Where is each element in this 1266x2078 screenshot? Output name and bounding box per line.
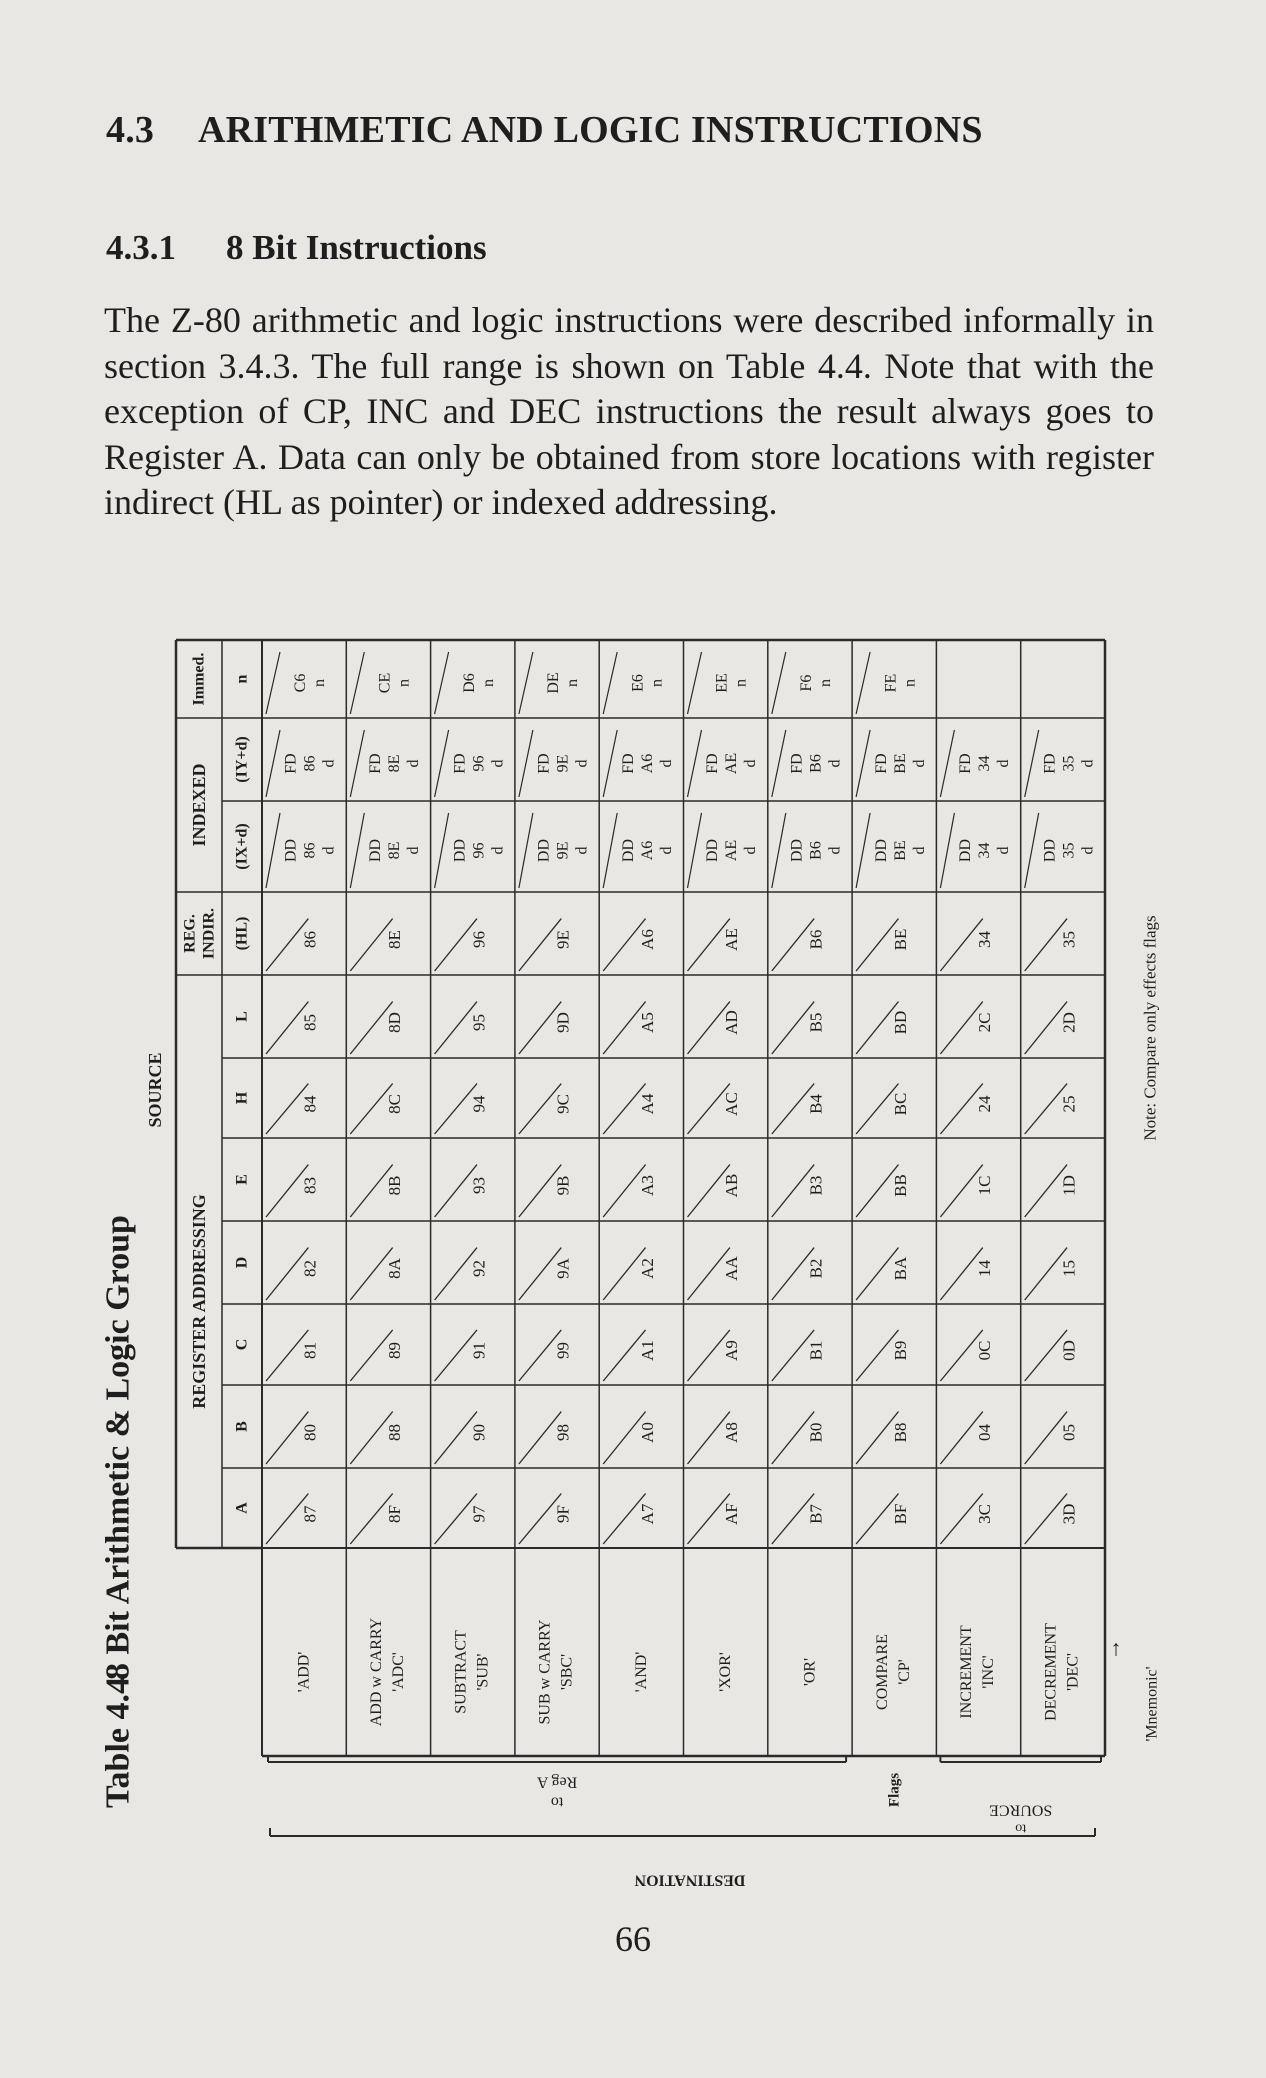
opcode-cell: 89 bbox=[384, 1342, 404, 1359]
column-label-4: E bbox=[233, 1174, 251, 1185]
opcode-cell: AE bbox=[723, 839, 741, 862]
opcode-cell: d bbox=[320, 759, 338, 768]
cell-slash bbox=[772, 730, 786, 797]
cell-slash bbox=[603, 652, 617, 714]
opcode-cell: AB bbox=[722, 1173, 742, 1198]
opcode-cell: d bbox=[826, 759, 844, 768]
cell-slash bbox=[856, 730, 870, 797]
opcode-cell: FD bbox=[282, 753, 300, 774]
opcode-cell: F6 bbox=[797, 674, 815, 692]
group-immed-label: Immed. bbox=[190, 652, 208, 706]
dest-reg-a-to: to bbox=[550, 1793, 564, 1811]
opcode-cell: B3 bbox=[806, 1175, 826, 1196]
opcode-cell: D6 bbox=[460, 673, 478, 693]
opcode-cell: DE bbox=[545, 672, 563, 694]
opcode-cell: d bbox=[826, 846, 844, 855]
opcode-cell: 1C bbox=[975, 1175, 995, 1196]
mnemonic-line2: 'INC' bbox=[980, 1655, 998, 1689]
mnemonic-line1: 'XOR' bbox=[717, 1652, 735, 1692]
opcode-cell: 35 bbox=[1060, 755, 1078, 772]
opcode-cell: 14 bbox=[975, 1260, 995, 1277]
opcode-cell: 91 bbox=[469, 1342, 489, 1359]
opcode-cell: B2 bbox=[806, 1258, 826, 1279]
opcode-cell: FD bbox=[535, 753, 553, 774]
opcode-cell: FE bbox=[882, 673, 900, 693]
cell-slash bbox=[688, 730, 702, 797]
opcode-cell: 0D bbox=[1059, 1340, 1079, 1361]
opcode-cell: FD bbox=[619, 753, 637, 774]
opcode-cell: n bbox=[395, 679, 413, 687]
opcode-cell: 35 bbox=[1060, 842, 1078, 859]
mnemonic-line1: SUBTRACT bbox=[452, 1630, 470, 1714]
opcode-cell: 85 bbox=[300, 1014, 320, 1031]
destination-label: DESTINATION bbox=[634, 1871, 746, 1889]
cell-slash bbox=[603, 730, 617, 797]
opcode-cell: B7 bbox=[806, 1504, 826, 1524]
opcode-cell: 9E bbox=[554, 841, 572, 860]
opcode-cell: FD bbox=[788, 753, 806, 774]
opcode-cell: 2C bbox=[975, 1012, 995, 1033]
mnemonic-line1: 'OR' bbox=[801, 1658, 819, 1686]
opcode-cell: d bbox=[489, 846, 507, 855]
cell-slash bbox=[350, 652, 364, 714]
opcode-cell: 80 bbox=[300, 1424, 320, 1441]
dest-reg-a-label: Reg A bbox=[536, 1773, 578, 1791]
opcode-cell: B6 bbox=[806, 929, 826, 950]
opcode-cell: n bbox=[311, 679, 329, 687]
column-label-0: A bbox=[233, 1502, 251, 1514]
opcode-cell: DD bbox=[451, 838, 469, 863]
opcode-cell: FD bbox=[704, 753, 722, 774]
opcode-cell: d bbox=[657, 846, 675, 855]
opcode-cell: 34 bbox=[976, 842, 994, 859]
opcode-cell: 8E bbox=[384, 930, 404, 949]
opcode-cell: 8E bbox=[385, 754, 403, 773]
opcode-cell: 96 bbox=[469, 931, 489, 948]
cell-slash bbox=[266, 813, 280, 888]
opcode-cell: DD bbox=[704, 838, 722, 863]
opcode-cell: d bbox=[657, 759, 675, 768]
opcode-cell: BA bbox=[890, 1256, 910, 1281]
mnemonic-line1: DECREMENT bbox=[1042, 1623, 1060, 1721]
opcode-cell: 96 bbox=[470, 842, 488, 859]
dest-source-to: to bbox=[1015, 1820, 1027, 1836]
column-label-10: n bbox=[233, 674, 251, 684]
opcode-cell: 8E bbox=[385, 841, 403, 860]
opcode-cell: A1 bbox=[637, 1340, 657, 1361]
opcode-cell: 99 bbox=[553, 1342, 573, 1359]
opcode-cell: 84 bbox=[300, 1095, 320, 1113]
cell-slash bbox=[350, 813, 364, 888]
mnemonic-line1: INCREMENT bbox=[958, 1625, 976, 1719]
cell-slash bbox=[350, 730, 364, 797]
cell-slash bbox=[688, 652, 702, 714]
opcode-cell: A8 bbox=[722, 1422, 742, 1443]
opcode-cell: A4 bbox=[637, 1093, 657, 1115]
opcode-cell: B6 bbox=[807, 754, 825, 773]
opcode-cell: 24 bbox=[975, 1095, 995, 1113]
opcode-cell: AD bbox=[722, 1010, 742, 1035]
opcode-cell: AC bbox=[722, 1092, 742, 1116]
opcode-cell: 9B bbox=[553, 1175, 573, 1196]
opcode-cell: d bbox=[995, 759, 1013, 768]
opcode-cell: BE bbox=[890, 928, 910, 951]
column-label-3: D bbox=[233, 1256, 251, 1269]
opcode-cell: 9E bbox=[553, 930, 573, 949]
page-number: 66 bbox=[615, 1919, 651, 1959]
opcode-cell: BE bbox=[891, 753, 909, 774]
opcode-cell: A9 bbox=[722, 1340, 742, 1361]
table-caption-number: Table 4.4 bbox=[99, 1676, 137, 1808]
opcode-cell: n bbox=[732, 679, 750, 687]
dest-source-label: SOURCE bbox=[989, 1801, 1053, 1819]
opcode-cell: 35 bbox=[1059, 931, 1079, 948]
column-label-1: B bbox=[233, 1421, 251, 1432]
opcode-cell: C6 bbox=[292, 673, 310, 693]
opcode-cell: d bbox=[404, 759, 422, 768]
opcode-cell: 92 bbox=[469, 1260, 489, 1277]
group-indexed-label: INDEXED bbox=[189, 763, 209, 847]
column-label-5: H bbox=[233, 1091, 251, 1105]
opcode-cell: AA bbox=[722, 1256, 742, 1281]
opcode-cell: DD bbox=[957, 838, 975, 863]
opcode-cell: DD bbox=[282, 838, 300, 863]
opcode-cell: DD bbox=[619, 838, 637, 863]
opcode-cell: A3 bbox=[637, 1175, 657, 1196]
group-reginds-label: REG. bbox=[181, 914, 199, 953]
cell-slash bbox=[266, 652, 280, 714]
cell-slash bbox=[435, 652, 449, 714]
section-number: 4.3 bbox=[106, 109, 155, 151]
cell-slash bbox=[772, 652, 786, 714]
opcode-cell: 2D bbox=[1059, 1012, 1079, 1033]
opcode-cell: d bbox=[489, 759, 507, 768]
cell-slash bbox=[688, 813, 702, 888]
mnemonic-line2: 'SBC' bbox=[558, 1653, 576, 1691]
opcode-cell: n bbox=[901, 679, 919, 687]
opcode-cell: B9 bbox=[890, 1340, 910, 1361]
opcode-cell: 8D bbox=[384, 1012, 404, 1033]
opcode-cell: BB bbox=[890, 1174, 910, 1197]
cell-slash bbox=[856, 813, 870, 888]
mnemonic-line2: 'ADC' bbox=[389, 1652, 407, 1692]
opcode-cell: FD bbox=[1041, 753, 1059, 774]
opcode-cell: DD bbox=[872, 838, 890, 863]
opcode-cell: FD bbox=[872, 753, 890, 774]
opcode-cell: B4 bbox=[806, 1094, 826, 1114]
opcode-cell: BD bbox=[890, 1010, 910, 1035]
cell-slash bbox=[1025, 730, 1039, 797]
mnemonic-caption: 'Mnemonic' bbox=[1143, 1666, 1161, 1742]
opcode-cell: CE bbox=[376, 672, 394, 694]
section-title: ARITHMETIC AND LOGIC INSTRUCTIONS bbox=[198, 109, 983, 151]
opcode-cell: AE bbox=[723, 752, 741, 775]
mnemonic-line1: SUB w CARRY bbox=[536, 1619, 554, 1725]
opcode-cell: n bbox=[816, 679, 834, 687]
body-paragraph: The Z-80 arithmetic and logic instructions were described informally in section 3.4.3. The full range is shown on Table 4.4. Note that with the exception of CP, INC and DEC instructions the result always goes to Register A. Data can only be obtained from store locations with register indirect (HL as pointer) or indexed addressing. bbox=[104, 300, 1154, 522]
cell-slash bbox=[519, 730, 533, 797]
mnemonic-line1: ADD w CARRY bbox=[367, 1617, 385, 1727]
opcode-cell: DD bbox=[788, 838, 806, 863]
opcode-cell: d bbox=[573, 759, 591, 768]
cell-slash bbox=[519, 652, 533, 714]
opcode-cell: A6 bbox=[638, 840, 656, 861]
opcode-cell: FD bbox=[366, 753, 384, 774]
opcode-cell: 15 bbox=[1059, 1260, 1079, 1277]
opcode-cell: d bbox=[910, 846, 928, 855]
cell-slash bbox=[856, 652, 870, 714]
opcode-cell: 90 bbox=[469, 1424, 489, 1441]
opcode-cell: 9A bbox=[553, 1258, 573, 1279]
opcode-cell: d bbox=[910, 759, 928, 768]
mnemonic-line2: 'SUB' bbox=[474, 1653, 492, 1691]
opcode-cell: BF bbox=[890, 1503, 910, 1525]
compare-note: Note: Compare only effects flags bbox=[1140, 915, 1160, 1141]
cell-slash bbox=[435, 730, 449, 797]
opcode-cell: 8F bbox=[384, 1505, 404, 1523]
source-label: SOURCE bbox=[145, 1052, 165, 1128]
opcode-cell: d bbox=[1079, 846, 1097, 855]
dest-flags-label: Flags bbox=[886, 1772, 903, 1808]
opcode-cell: B6 bbox=[807, 841, 825, 860]
opcode-cell: E6 bbox=[629, 674, 647, 692]
mnemonic-line1: COMPARE bbox=[873, 1634, 891, 1710]
opcode-cell: 05 bbox=[1059, 1424, 1079, 1441]
subsection-number: 4.3.1 bbox=[106, 228, 176, 267]
opcode-cell: 04 bbox=[975, 1424, 995, 1441]
opcode-cell: B5 bbox=[806, 1012, 826, 1033]
opcode-cell: 3D bbox=[1059, 1503, 1079, 1525]
opcode-cell: 3C bbox=[975, 1504, 995, 1524]
opcode-cell: BC bbox=[890, 1092, 910, 1116]
opcode-cell: d bbox=[742, 759, 760, 768]
opcode-cell: B0 bbox=[806, 1422, 826, 1443]
opcode-cell: DD bbox=[1041, 838, 1059, 863]
mnemonic-line2: 'CP' bbox=[895, 1659, 913, 1685]
group-reginds-label: INDIR. bbox=[200, 907, 218, 960]
column-label-2: C bbox=[233, 1338, 251, 1351]
opcode-cell: DD bbox=[535, 838, 553, 863]
opcode-cell: A2 bbox=[637, 1258, 657, 1279]
opcode-cell: AF bbox=[722, 1503, 742, 1525]
opcode-cell: 81 bbox=[300, 1342, 320, 1359]
opcode-cell: 9C bbox=[553, 1094, 573, 1114]
opcode-cell: 94 bbox=[469, 1095, 489, 1113]
opcode-cell: 93 bbox=[469, 1177, 489, 1194]
mnemonic-line1: 'AND' bbox=[632, 1651, 650, 1693]
opcode-cell: 87 bbox=[300, 1505, 320, 1523]
opcode-cell: 96 bbox=[470, 755, 488, 772]
column-label-6: L bbox=[233, 1011, 251, 1022]
column-label-9: (IY+d) bbox=[233, 736, 251, 783]
opcode-cell: d bbox=[404, 846, 422, 855]
opcode-cell: n bbox=[648, 679, 666, 687]
opcode-cell: 88 bbox=[384, 1424, 404, 1441]
opcode-cell: n bbox=[479, 679, 497, 687]
opcode-cell: BE bbox=[891, 840, 909, 861]
opcode-cell: A0 bbox=[637, 1422, 657, 1443]
opcode-cell: d bbox=[742, 846, 760, 855]
column-label-7: (HL) bbox=[233, 916, 251, 951]
opcode-cell: 25 bbox=[1059, 1095, 1079, 1113]
opcode-cell: 34 bbox=[975, 931, 995, 948]
opcode-cell: EE bbox=[713, 673, 731, 693]
opcode-cell: 8A bbox=[384, 1258, 404, 1279]
opcode-cell: 86 bbox=[301, 842, 319, 859]
cell-slash bbox=[435, 813, 449, 888]
cell-slash bbox=[603, 813, 617, 888]
cell-slash bbox=[1025, 813, 1039, 888]
opcode-cell: 83 bbox=[300, 1177, 320, 1194]
cell-slash bbox=[940, 813, 954, 888]
opcode-cell: 34 bbox=[976, 755, 994, 772]
opcode-cell: 8B bbox=[384, 1175, 404, 1196]
opcode-cell: B1 bbox=[806, 1340, 826, 1361]
column-label-8: (IX+d) bbox=[233, 823, 251, 870]
opcode-cell: 95 bbox=[469, 1014, 489, 1031]
opcode-cell: 8C bbox=[384, 1094, 404, 1114]
up-arrow-icon: ↑ bbox=[1110, 1635, 1122, 1661]
cell-slash bbox=[772, 813, 786, 888]
opcode-cell: A5 bbox=[637, 1012, 657, 1033]
opcode-cell: A6 bbox=[637, 929, 657, 950]
cell-slash bbox=[266, 730, 280, 797]
opcode-cell: n bbox=[564, 679, 582, 687]
opcode-cell: FD bbox=[451, 753, 469, 774]
opcode-cell: 1D bbox=[1059, 1175, 1079, 1196]
opcode-cell: 9F bbox=[553, 1505, 573, 1523]
cell-slash bbox=[519, 813, 533, 888]
group-register-label: REGISTER ADDRESSING bbox=[189, 1194, 209, 1409]
opcode-cell: 82 bbox=[300, 1260, 320, 1277]
mnemonic-line2: 'DEC' bbox=[1064, 1653, 1082, 1691]
opcode-cell: A6 bbox=[638, 753, 656, 774]
opcode-cell: A7 bbox=[637, 1503, 657, 1525]
opcode-cell: d bbox=[320, 846, 338, 855]
opcode-cell: B8 bbox=[890, 1422, 910, 1443]
opcode-cell: 86 bbox=[301, 755, 319, 772]
opcode-cell: 9E bbox=[554, 754, 572, 773]
opcode-cell: AE bbox=[722, 928, 742, 951]
table-caption-title: 8 Bit Arithmetic & Logic Group bbox=[99, 1215, 137, 1680]
opcode-cell: FD bbox=[957, 753, 975, 774]
opcode-cell: 86 bbox=[300, 931, 320, 948]
mnemonic-line1: 'ADD' bbox=[295, 1651, 313, 1693]
opcode-cell: 97 bbox=[469, 1505, 489, 1523]
opcode-cell: d bbox=[995, 846, 1013, 855]
opcode-cell: 0C bbox=[975, 1340, 995, 1361]
opcode-cell: DD bbox=[366, 838, 384, 863]
opcode-cell: 98 bbox=[553, 1424, 573, 1441]
subsection-title: 8 Bit Instructions bbox=[226, 228, 487, 267]
opcode-cell: 9D bbox=[553, 1012, 573, 1033]
opcode-cell: d bbox=[1079, 759, 1097, 768]
opcode-cell: d bbox=[573, 846, 591, 855]
cell-slash bbox=[940, 730, 954, 797]
